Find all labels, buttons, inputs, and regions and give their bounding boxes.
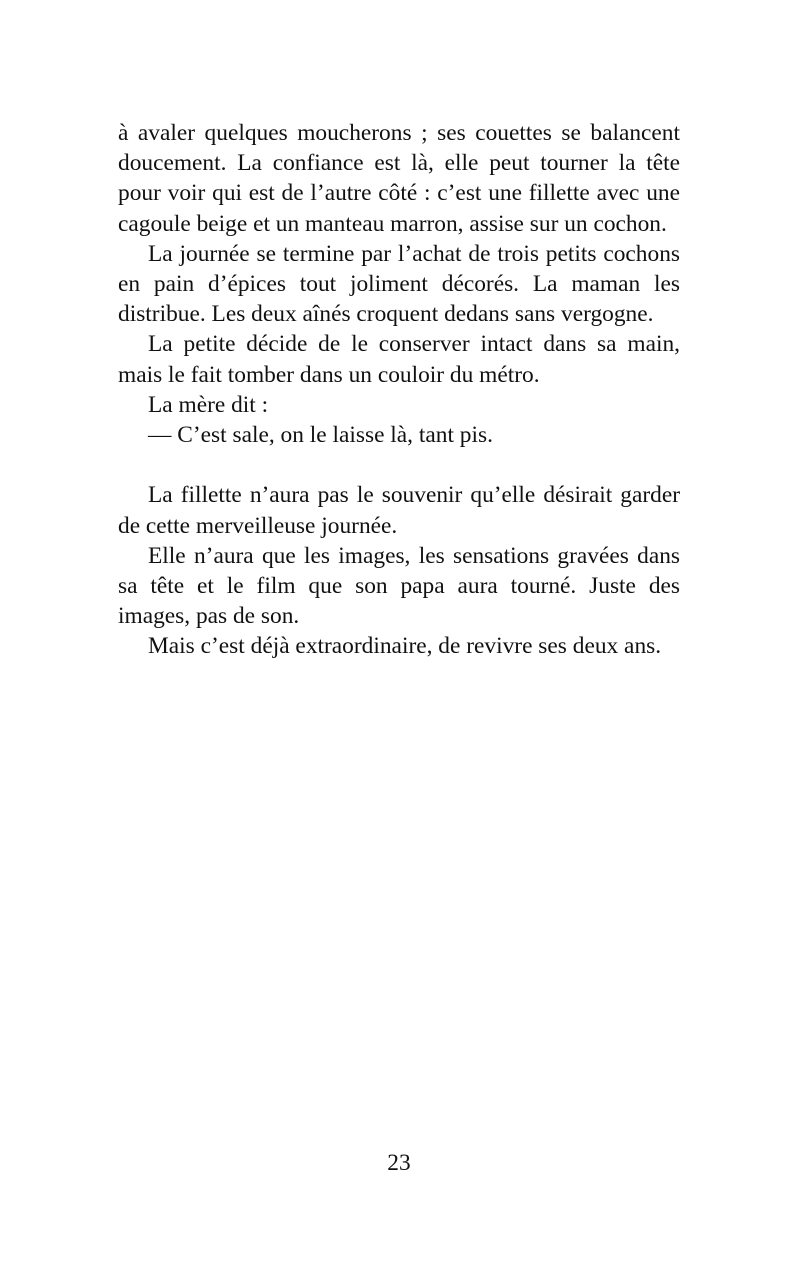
dialogue-line: — C’est sale, on le laisse là, tant pis. — [148, 422, 493, 449]
paragraph: Elle n’aura que les images, les sensations gravées dans sa tête et le film que son papa aura tourné. Juste des images, pas de son. — [118, 542, 680, 630]
paragraph: à avaler quelques moucherons ; ses couettes se balancent doucement. La confiance est là, elle peut tourner la tête pour voir qui est de l’autre côté : c’est une fillette avec une cagoule beige et un manteau marron, assise sur un cochon. — [118, 120, 680, 237]
paragraph: La mère dit : — [148, 391, 269, 418]
page-number: 23 — [387, 1150, 411, 1176]
paragraph: La petite décide de le conserver intact dans sa main, mais le fait tomber dans un couloir du métro. — [118, 331, 680, 388]
paragraph: La journée se termine par l’achat de trois petits cochons en pain d’épices tout joliment décorés. La maman les distribue. Les deux aînés croquent dedans sans vergogne. — [118, 240, 680, 328]
section-break — [118, 450, 680, 480]
paragraph: La fillette n’aura pas le souvenir qu’elle désirait garder de cette merveilleuse journée. — [118, 482, 680, 539]
paragraph: Mais c’est déjà extraordinaire, de revivre ses deux ans. — [148, 633, 662, 660]
page-body — [118, 118, 680, 662]
